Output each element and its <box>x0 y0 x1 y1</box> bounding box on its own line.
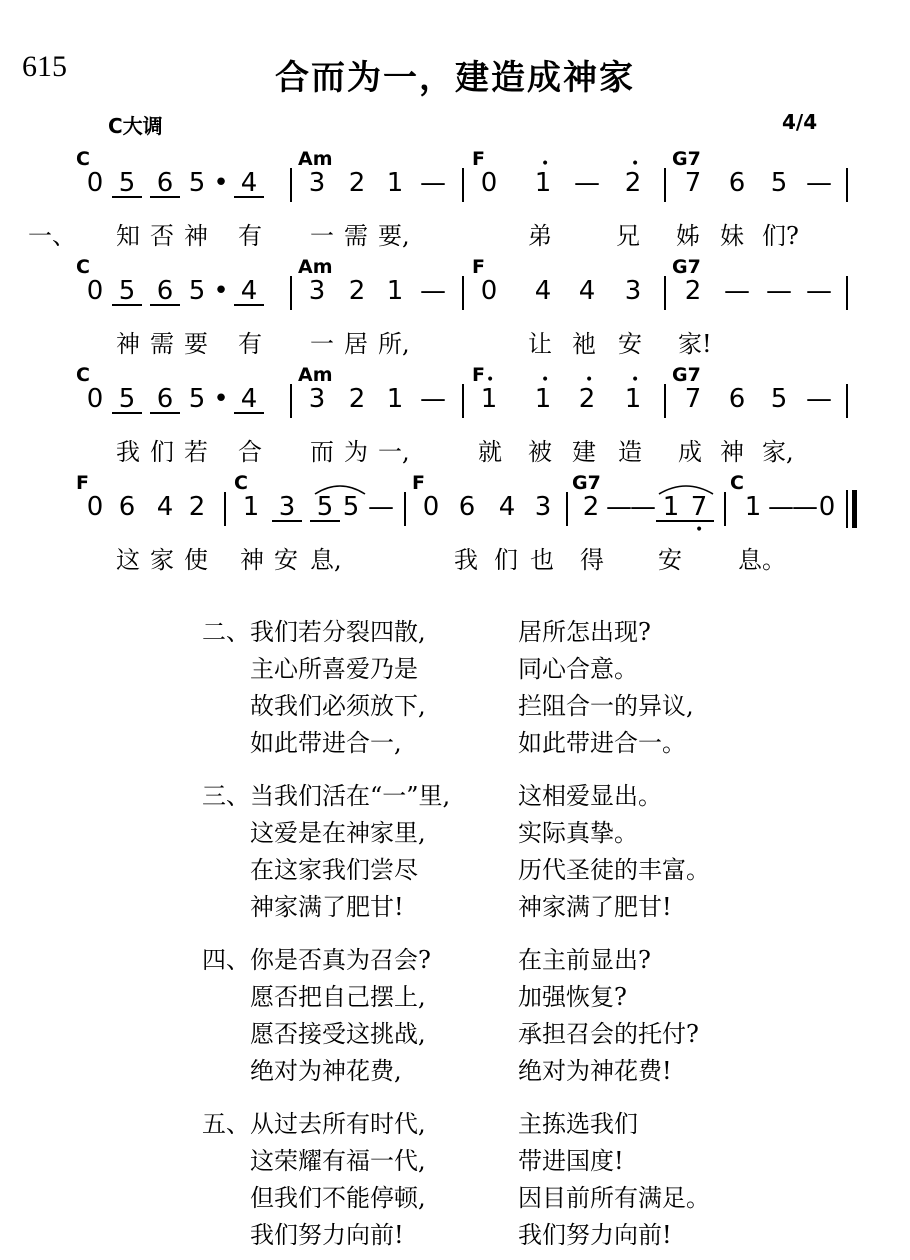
note: 4 <box>234 168 264 198</box>
lyric-char: 息, <box>310 546 342 574</box>
verse-line-left: 主心所喜爱乃是 <box>250 655 418 683</box>
lyric-char: 否 <box>150 222 174 250</box>
note: 5 <box>188 168 206 198</box>
lyric-char: 息。 <box>738 546 786 574</box>
verse-line-right: 因目前所有满足。 <box>518 1184 710 1212</box>
lyric-char: 而 <box>310 438 334 466</box>
chord-symbol: C <box>76 364 90 386</box>
final-barline-thick <box>852 490 857 528</box>
note: 6 <box>118 492 136 522</box>
verse-line-right: 主拣选我们 <box>518 1110 638 1138</box>
note: 4 <box>234 384 264 414</box>
note: 4 <box>534 276 552 306</box>
verse-label: 五、 <box>202 1110 250 1138</box>
barline <box>462 384 464 418</box>
verse-line-left: 神家满了肥甘! <box>250 893 404 921</box>
chord-symbol: G7 <box>672 364 701 386</box>
hymn-number: 615 <box>22 50 67 83</box>
note: 0 <box>86 276 104 306</box>
lyric-char: 神 <box>184 222 208 250</box>
lyric-char: 安 <box>618 330 642 358</box>
lyric-char: 需 <box>344 222 368 250</box>
barline <box>724 492 726 526</box>
note: 2 <box>188 492 206 522</box>
barline <box>290 168 292 202</box>
lyric-char: 一 <box>310 222 334 250</box>
slur-icon <box>312 480 368 496</box>
note: — <box>806 168 832 198</box>
lyric-char: 有 <box>238 222 262 250</box>
note: 2 <box>582 492 600 522</box>
lyric-char: 一 <box>310 330 334 358</box>
hymn-title: 合而为一，建造成神家 <box>275 58 635 98</box>
verse-line-left: 如此带进合一, <box>250 729 402 757</box>
lyric-char: 造 <box>618 438 642 466</box>
barline <box>462 276 464 310</box>
note: 6 <box>458 492 476 522</box>
note: 1 <box>624 384 642 414</box>
barline <box>846 384 848 418</box>
slur-icon <box>656 480 716 496</box>
note: 7 <box>684 168 702 198</box>
note: 5 <box>310 492 340 522</box>
chord-symbol: Am <box>298 148 333 170</box>
verse-line-right: 我们努力向前! <box>518 1221 672 1249</box>
verse-line-left: 绝对为神花费, <box>250 1057 402 1085</box>
octave-dot: • <box>631 156 640 172</box>
lyric-char: 妹 <box>720 222 744 250</box>
note: 3 <box>534 492 552 522</box>
dot: • <box>213 384 229 414</box>
note: 0 <box>86 168 104 198</box>
chord-symbol: G7 <box>672 148 701 170</box>
verse-line-left: 愿否接受这挑战, <box>250 1020 426 1048</box>
note: 3 <box>308 276 326 306</box>
barline <box>664 384 666 418</box>
barline <box>846 168 848 202</box>
lyric-char: 成 <box>678 438 702 466</box>
note: 0 <box>480 276 498 306</box>
note: 6 <box>728 384 746 414</box>
note: 3 <box>308 168 326 198</box>
note: 6 <box>150 168 180 198</box>
chord-symbol: C <box>234 472 248 494</box>
lyric-char: 们? <box>762 222 799 250</box>
verse-line-right: 带进国度! <box>518 1147 624 1175</box>
note: 6 <box>150 276 180 306</box>
note: 3 <box>308 384 326 414</box>
chord-symbol: G7 <box>672 256 701 278</box>
note: 2 <box>684 276 702 306</box>
verse-line-right: 神家满了肥甘! <box>518 893 672 921</box>
verse-line-left: 这荣耀有福一代, <box>250 1147 426 1175</box>
note: 2 <box>348 384 366 414</box>
lyric-char: 安 <box>658 546 682 574</box>
verse-line-left: 我们努力向前! <box>250 1221 404 1249</box>
lyric-char: 知 <box>116 222 140 250</box>
barline <box>462 168 464 202</box>
note: 4 <box>234 276 264 306</box>
chord-symbol: C <box>730 472 744 494</box>
verse-line-right: 历代圣徒的丰富。 <box>518 856 710 884</box>
note: — <box>574 168 600 198</box>
octave-dot: • <box>695 522 704 538</box>
verse-line-right: 加强恢复? <box>518 983 627 1011</box>
note: — <box>766 276 792 306</box>
verse-line-left: 从过去所有时代, <box>250 1110 426 1138</box>
note: 1 <box>480 384 498 414</box>
lyric-char: 得 <box>580 546 604 574</box>
chord-symbol: F <box>472 364 485 386</box>
note: — <box>792 492 818 522</box>
lyric-char: 为 <box>344 438 368 466</box>
note: 1 <box>744 492 762 522</box>
note: 1 <box>386 276 404 306</box>
barline <box>566 492 568 526</box>
barline <box>290 384 292 418</box>
verse-line-left: 当我们活在“一”里, <box>250 782 451 810</box>
note: 7 <box>684 492 714 522</box>
lyric-char: 姊 <box>676 222 700 250</box>
chord-symbol: F <box>76 472 89 494</box>
note: 1 <box>534 384 552 414</box>
dot: • <box>213 168 229 198</box>
verse-line-left: 愿否把自己摆上, <box>250 983 426 1011</box>
octave-dot: • <box>585 372 594 388</box>
note: — <box>420 168 446 198</box>
octave-dot: • <box>486 372 495 388</box>
barline <box>846 276 848 310</box>
lyric-char: 们 <box>150 438 174 466</box>
verse-label: 四、 <box>202 946 250 974</box>
lyric-char: 建 <box>572 438 596 466</box>
chord-symbol: C <box>76 148 90 170</box>
chord-symbol: F <box>472 148 485 170</box>
note: — <box>806 384 832 414</box>
note: 5 <box>112 168 142 198</box>
note: 2 <box>624 168 642 198</box>
note: 7 <box>684 384 702 414</box>
note: — <box>420 384 446 414</box>
key-signature: C大调 <box>108 114 163 138</box>
lyric-char: 要, <box>378 222 410 250</box>
lyric-char: 祂 <box>572 330 596 358</box>
dot: • <box>213 276 229 306</box>
verse-label: 三、 <box>202 782 250 810</box>
lyric-char: 家! <box>678 330 712 358</box>
verse-line-right: 拦阻合一的异议, <box>518 692 694 720</box>
lyric-char: 神 <box>240 546 264 574</box>
barline <box>404 492 406 526</box>
lyric-char: 家 <box>150 546 174 574</box>
lyric-char: 居 <box>344 330 368 358</box>
note: 5 <box>770 168 788 198</box>
chord-symbol: G7 <box>572 472 601 494</box>
verse-line-right: 这相爱显出。 <box>518 782 662 810</box>
note: 1 <box>242 492 260 522</box>
note: — <box>630 492 656 522</box>
lyric-char: 被 <box>528 438 552 466</box>
lyric-char: 家, <box>762 438 794 466</box>
octave-dot: • <box>631 372 640 388</box>
barline <box>664 168 666 202</box>
note: 3 <box>272 492 302 522</box>
note: — <box>724 276 750 306</box>
note: 6 <box>728 168 746 198</box>
note: 4 <box>156 492 174 522</box>
note: 0 <box>480 168 498 198</box>
lyric-char: 这 <box>116 546 140 574</box>
lyric-char: 若 <box>184 438 208 466</box>
verse-line-left: 在这家我们尝尽 <box>250 856 418 884</box>
barline <box>224 492 226 526</box>
lyric-char: 神 <box>116 330 140 358</box>
note: 1 <box>386 384 404 414</box>
chord-symbol: F <box>472 256 485 278</box>
verse-line-left: 但我们不能停顿, <box>250 1184 426 1212</box>
note: 0 <box>86 384 104 414</box>
lyric-char: 兄 <box>616 222 640 250</box>
lyric-char: 我 <box>116 438 140 466</box>
chord-symbol: Am <box>298 256 333 278</box>
verse-line-right: 如此带进合一。 <box>518 729 686 757</box>
lyric-char: 也 <box>530 546 554 574</box>
lyric-char: 神 <box>720 438 744 466</box>
barline <box>290 276 292 310</box>
note: 1 <box>386 168 404 198</box>
verse-line-right: 在主前显出? <box>518 946 651 974</box>
verse-line-right: 同心合意。 <box>518 655 638 683</box>
octave-dot: • <box>541 372 550 388</box>
note: 2 <box>348 168 366 198</box>
chord-symbol: F <box>412 472 425 494</box>
verse-line-left: 这爱是在神家里, <box>250 819 426 847</box>
note: — <box>368 492 394 522</box>
note: 0 <box>86 492 104 522</box>
lyric-char: 合 <box>238 438 262 466</box>
lyric-char: 我 <box>454 546 478 574</box>
note: 5 <box>112 276 142 306</box>
note: 5 <box>342 492 360 522</box>
lyric-char: 使 <box>184 546 208 574</box>
verse-line-right: 居所怎出现? <box>518 618 651 646</box>
verse-label: 二、 <box>202 618 250 646</box>
note: 5 <box>188 276 206 306</box>
note: 0 <box>422 492 440 522</box>
note: 4 <box>498 492 516 522</box>
verse-line-right: 承担召会的托付? <box>518 1020 699 1048</box>
note: 3 <box>624 276 642 306</box>
note: 4 <box>578 276 596 306</box>
verse-line-left: 我们若分裂四散, <box>250 618 426 646</box>
lyric-char: 一, <box>378 438 410 466</box>
note: 6 <box>150 384 180 414</box>
note: 1 <box>534 168 552 198</box>
note: 2 <box>348 276 366 306</box>
octave-dot: • <box>541 156 550 172</box>
note: — <box>768 492 794 522</box>
barline <box>664 276 666 310</box>
verse-line-right: 实际真挚。 <box>518 819 638 847</box>
note: — <box>806 276 832 306</box>
lyric-char: 让 <box>528 330 552 358</box>
note: — <box>420 276 446 306</box>
verse-line-right: 绝对为神花费! <box>518 1057 672 1085</box>
lyric-char: 有 <box>238 330 262 358</box>
lyric-char: 需 <box>150 330 174 358</box>
chord-symbol: C <box>76 256 90 278</box>
lyric-char: 就 <box>478 438 502 466</box>
note: — <box>606 492 632 522</box>
time-signature: 4/4 <box>782 110 818 134</box>
verse-line-left: 故我们必须放下, <box>250 692 426 720</box>
lyric-char: 安 <box>274 546 298 574</box>
final-barline-thin <box>846 490 848 528</box>
note: 5 <box>112 384 142 414</box>
lyric-char: 弟 <box>528 222 552 250</box>
chord-symbol: Am <box>298 364 333 386</box>
note: 1 <box>656 492 686 522</box>
lyric-char: 所, <box>378 330 410 358</box>
note: 0 <box>818 492 836 522</box>
verse-line-left: 你是否真为召会? <box>250 946 431 974</box>
note: 5 <box>188 384 206 414</box>
lyric-char: 们 <box>494 546 518 574</box>
lyric-char: 要 <box>184 330 208 358</box>
verse-label: 一、 <box>28 222 76 250</box>
note: 5 <box>770 384 788 414</box>
note: 2 <box>578 384 596 414</box>
